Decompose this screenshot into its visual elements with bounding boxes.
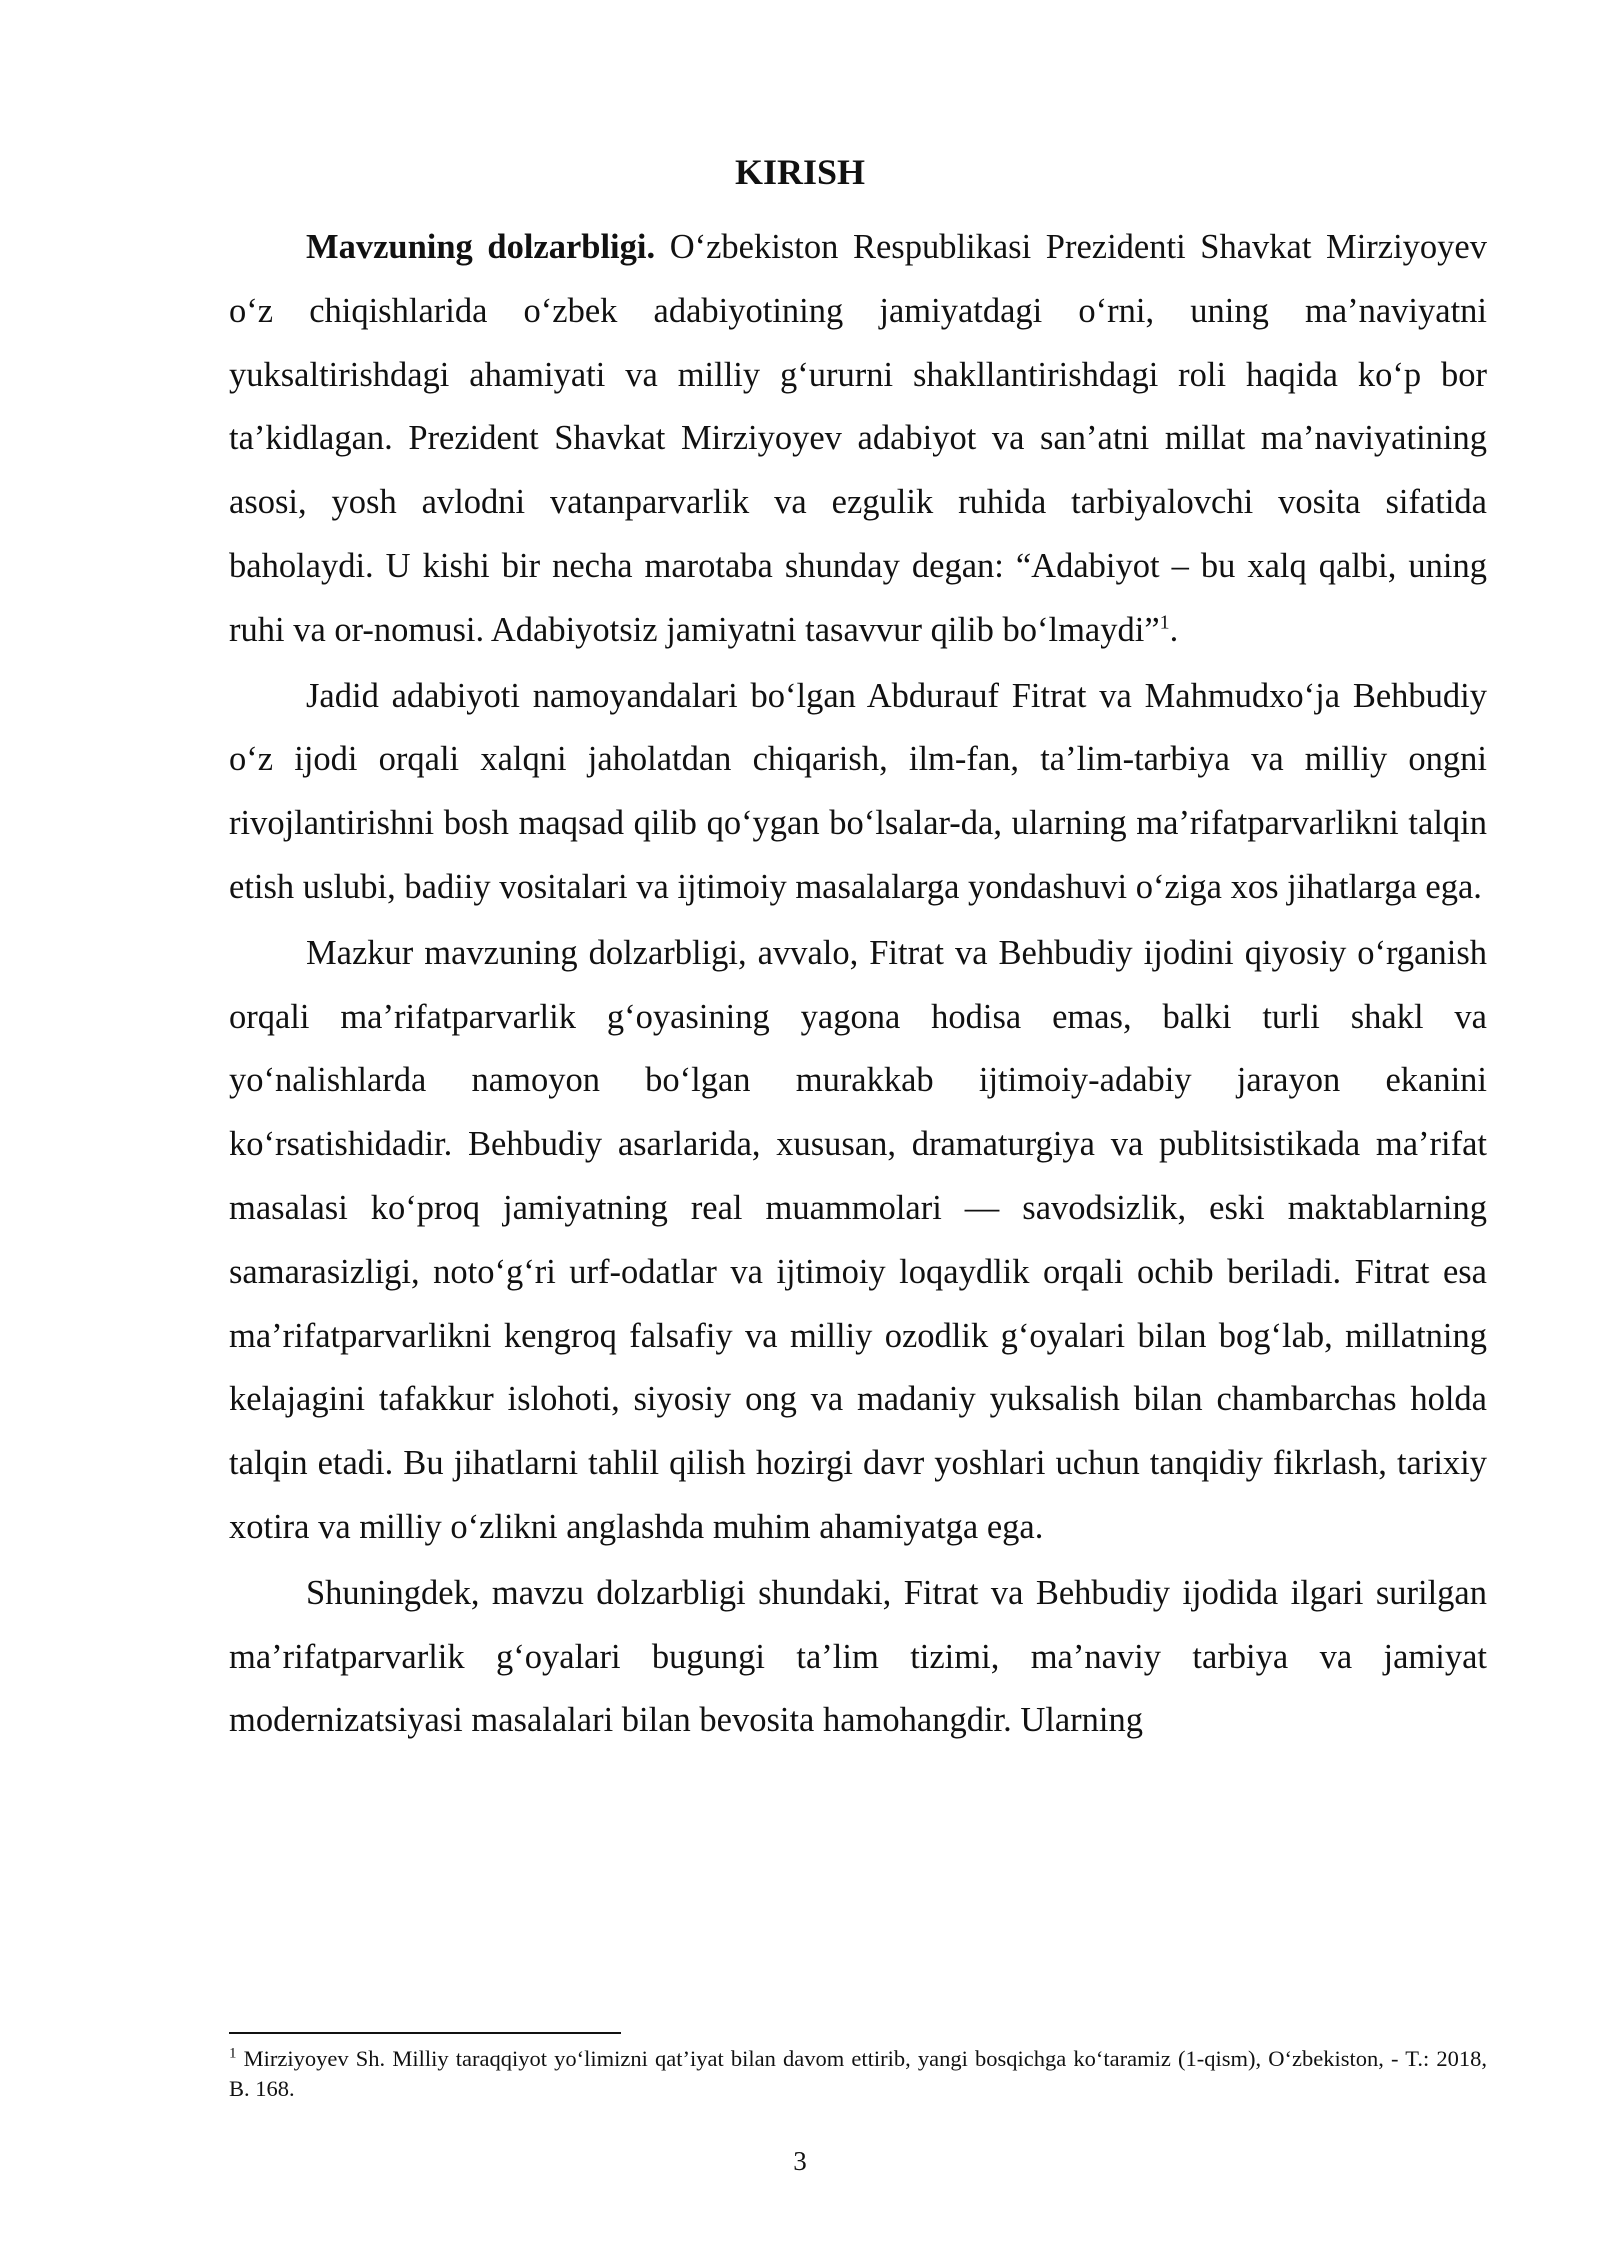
paragraph-text: O‘zbekiston Respublikasi Prezidenti Shavkat Mirziyoyev o‘z chiqishlarida o‘zbek adabiyotining jamiyatdagi o‘rni, uning ma’naviyatni yuksaltirishdagi ahamiyati va milliy g‘ururni shakllantirishdagi roli haqida ko‘p bor ta’kidlagan. Prezident Shavkat Mirziyoyev adabiyot va san’atni millat ma’naviyatining asosi, yosh avlodni vatanparvarlik va ezgulik ruhida tarbiyalovchi vosita sifatida baholaydi. U kishi bir necha marotaba shunday degan: “Adabiyot – bu xalq qalbi, uning ruhi va or-nomusi. Adabiyotsiz jamiyatni tasavvur qilib bo‘lmaydi”: [229, 228, 1487, 649]
paragraph-1: [229, 216, 1487, 663]
footnote: [229, 2044, 1487, 2104]
footnote-divider: [229, 2032, 621, 2034]
paragraph-4: Shuningdek, mavzu dolzarbligi shundaki, Fitrat va Behbudiy ijodida ilgari surilgan ma’rifatparvarlik g‘oyalari bugungi ta’lim tizimi, ma’naviy tarbiya va jamiyat modernizatsiyasi masalalari bilan bevosita hamohangdir. Ularning: [229, 1573, 1487, 1740]
footnote-text: Mirziyoyev Sh. Milliy taraqqiyot yo‘limizni qat’iyat bilan davom ettirib, yangi bosqichga ko‘taramiz (1-qism), O‘zbekiston, - T.: 2018, B. 168.: [229, 2046, 1487, 2101]
paragraph-lead: Mavzuning dolzarbligi.: [306, 228, 656, 266]
section-heading: KIRISH: [734, 152, 866, 192]
body-text: [229, 216, 1487, 1755]
footnote-reference[interactable]: 1: [1159, 611, 1170, 634]
paragraph-tail: .: [1169, 610, 1179, 649]
paragraph-2: Jadid adabiyoti namoyandalari bo‘lgan Abdurauf Fitrat va Mahmudxo‘ja Behbudiy o‘z ijodi orqali xalqni jaholatdan chiqarish, ilm-fan, ta’lim-tarbiya va milliy ongni rivojlantirishni bosh maqsad qilib qo‘ygan bo‘lsalar-da, ularning ma’rifatparvarlikni talqin etish uslubi, badiiy vositalari va ijtimoiy masalalarga yondashuvi o‘ziga xos jihatlarga ega.: [229, 676, 1487, 906]
footnote-number: 1: [229, 2045, 237, 2062]
paragraph-3: Mazkur mavzuning dolzarbligi, avvalo, Fitrat va Behbudiy ijodini qiyosiy o‘rganish orqali ma’rifatparvarlik g‘oyasining yagona hodisa emas, balki turli shakl va yo‘nalishlarda namoyon bo‘lgan murakkab ijtimoiy-adabiy jarayon ekanini ko‘rsatishidadir. Behbudiy asarlarida, xususan, dramaturgiya va publitsistikada ma’rifat masalasi ko‘proq jamiyatning real muammolari — savodsizlik, eski maktablarning samarasizligi, noto‘g‘ri urf-odatlar va ijtimoiy loqaydlik orqali ochib beriladi. Fitrat esa ma’rifatparvarlikni kengroq falsafiy va milliy ozodlik g‘oyalari bilan bog‘lab, millatning kelajagini tafakkur islohoti, siyosiy ong va madaniy yuksalish bilan chambarchas holda talqin etadi. Bu jihatlarni tahlil qilish hozirgi davr yoshlari uchun tanqidiy fikrlash, tarixiy xotira va milliy o‘zlikni anglashda muhim ahamiyatga ega.: [229, 933, 1487, 1546]
page-number: 3: [793, 2146, 807, 2176]
